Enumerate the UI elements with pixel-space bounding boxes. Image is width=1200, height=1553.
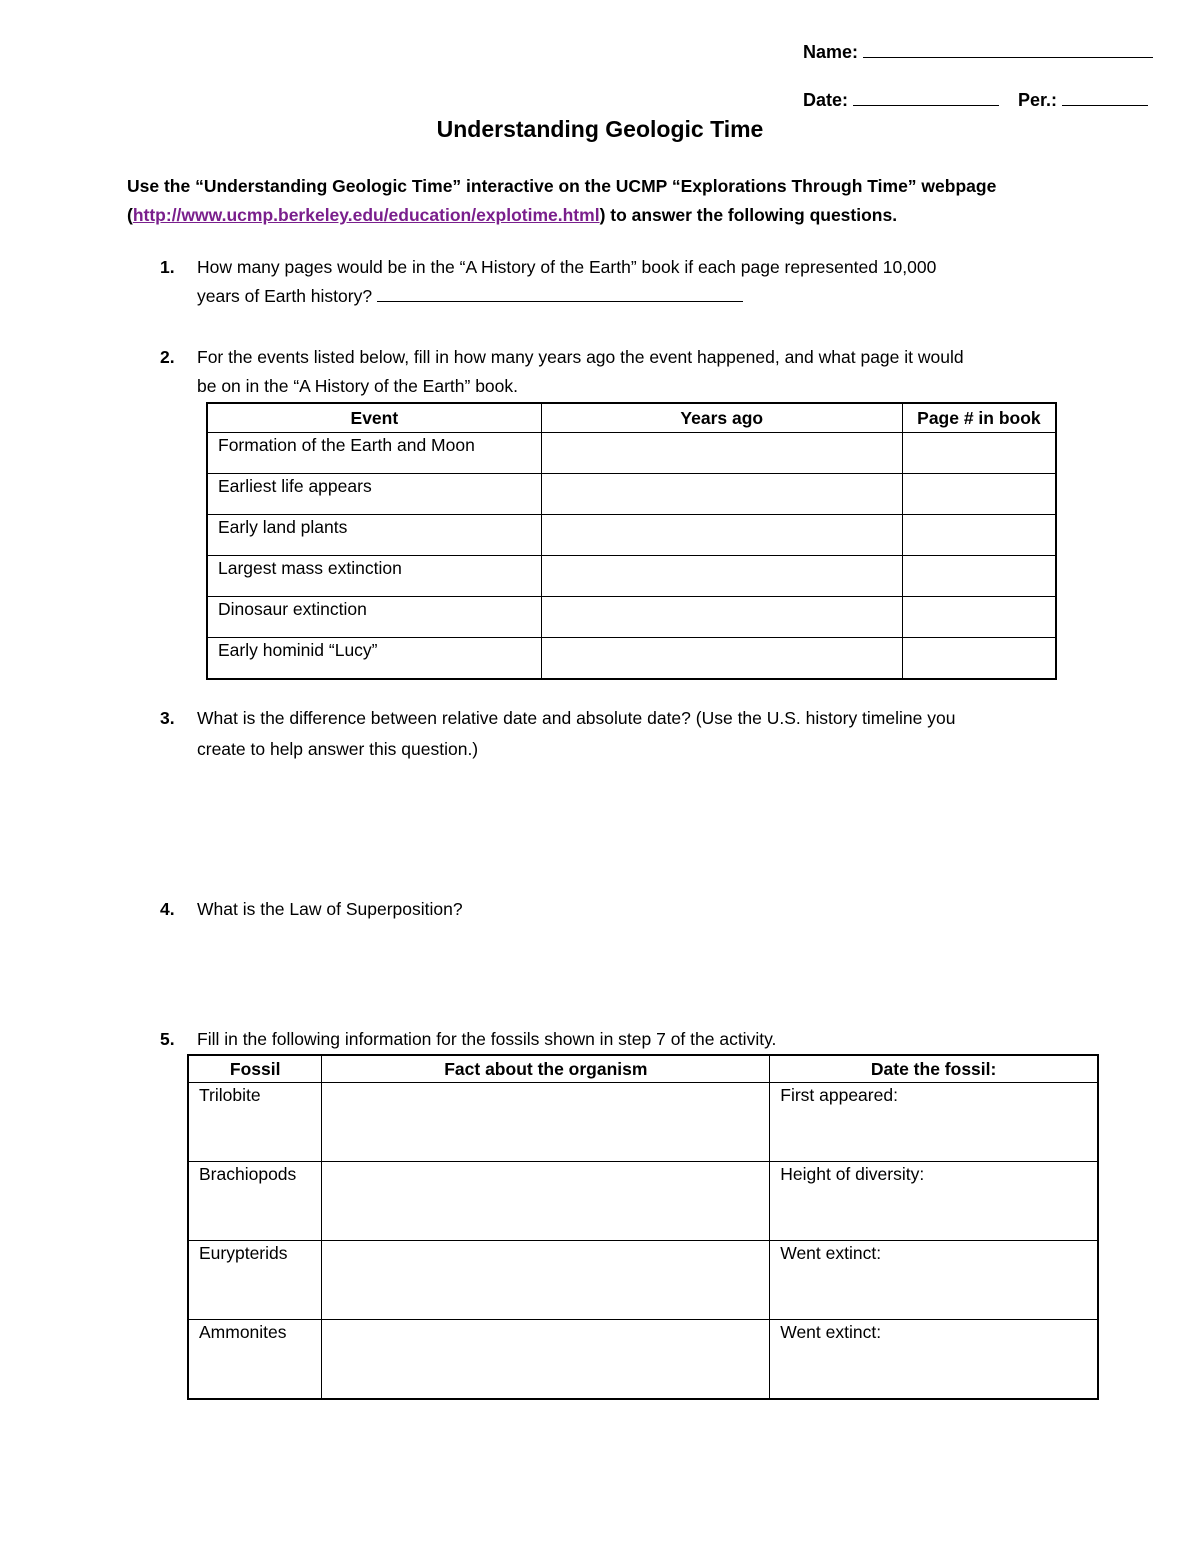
q1-line-2 <box>197 286 743 307</box>
table-row <box>207 597 1056 638</box>
event-column-header: Event <box>207 403 541 433</box>
years-ago-cell[interactable] <box>541 474 902 515</box>
years-ago-cell[interactable] <box>541 556 902 597</box>
date-prompt-cell[interactable]: First appeared: <box>770 1083 1098 1162</box>
table-row <box>207 515 1056 556</box>
q4-line-1: What is the Law of Superposition? <box>197 899 463 919</box>
name-field <box>803 41 1153 63</box>
intro-line-1: Use the “Understanding Geologic Time” interactive on the UCMP “Explorations Through Time” webpage <box>127 176 997 196</box>
name-blank[interactable] <box>863 41 1153 58</box>
q5-line-1: Fill in the following information for the fossils shown in step 7 of the activity. <box>197 1029 777 1049</box>
fact-cell[interactable] <box>322 1162 770 1241</box>
fossil-name: Eurypterids <box>188 1241 322 1320</box>
event-name: Earliest life appears <box>207 474 541 515</box>
page-number-cell[interactable] <box>902 433 1056 474</box>
intro-open-paren: ( <box>127 205 133 225</box>
date-field <box>803 89 999 111</box>
event-name: Early land plants <box>207 515 541 556</box>
date-blank[interactable] <box>853 89 999 106</box>
page-number-cell[interactable] <box>902 515 1056 556</box>
ucmp-link[interactable]: http://www.ucmp.berkeley.edu/education/explotime.html <box>132 205 600 225</box>
page-number-cell[interactable] <box>902 474 1056 515</box>
q3-line-2: create to help answer this question.) <box>197 739 479 759</box>
table-row <box>207 638 1056 680</box>
events-table <box>206 402 1057 680</box>
name-label: Name: <box>803 42 859 62</box>
q2-line-2: be on in the “A History of the Earth” book. <box>197 376 519 396</box>
fossil-name: Ammonites <box>188 1320 322 1400</box>
period-field <box>1018 89 1148 111</box>
years-ago-column-header: Years ago <box>541 403 902 433</box>
events-header-row <box>207 403 1056 433</box>
event-name: Early hominid “Lucy” <box>207 638 541 680</box>
q4-number: 4. <box>160 899 175 919</box>
page-title: Understanding Geologic Time <box>436 116 764 142</box>
years-ago-cell[interactable] <box>541 433 902 474</box>
table-row <box>207 433 1056 474</box>
fossils-header-row <box>188 1055 1098 1083</box>
fact-column-header: Fact about the organism <box>322 1055 770 1083</box>
q1-line-1: How many pages would be in the “A History of the Earth” book if each page represented 10,000 <box>197 257 937 277</box>
intro-line-2-rest: ) to answer the following questions. <box>599 205 898 225</box>
date-prompt-cell[interactable]: Went extinct: <box>770 1320 1098 1400</box>
years-ago-cell[interactable] <box>541 638 902 680</box>
table-row <box>188 1241 1098 1320</box>
fossil-name: Brachiopods <box>188 1162 322 1241</box>
table-row <box>188 1320 1098 1400</box>
q3-number: 3. <box>160 708 175 728</box>
q2-line-1: For the events listed below, fill in how many years ago the event happened, and what page it would <box>197 347 964 367</box>
period-blank[interactable] <box>1062 89 1148 106</box>
page-number-cell[interactable] <box>902 597 1056 638</box>
q1-line-2-text: years of Earth history? <box>197 286 373 306</box>
intro-line-2 <box>127 205 897 226</box>
date-label: Date: <box>803 90 849 110</box>
period-label: Per.: <box>1018 90 1058 110</box>
page-number-column-header: Page # in book <box>902 403 1056 433</box>
date-prompt-cell[interactable]: Height of diversity: <box>770 1162 1098 1241</box>
date-prompt-cell[interactable]: Went extinct: <box>770 1241 1098 1320</box>
page-number-cell[interactable] <box>902 638 1056 680</box>
fossil-name: Trilobite <box>188 1083 322 1162</box>
page-number-cell[interactable] <box>902 556 1056 597</box>
event-name: Formation of the Earth and Moon <box>207 433 541 474</box>
table-row <box>188 1162 1098 1241</box>
q5-number: 5. <box>160 1029 175 1049</box>
event-name: Largest mass extinction <box>207 556 541 597</box>
fact-cell[interactable] <box>322 1241 770 1320</box>
event-name: Dinosaur extinction <box>207 597 541 638</box>
q3-line-1: What is the difference between relative date and absolute date? (Use the U.S. history timeline you <box>197 708 956 728</box>
q2-number: 2. <box>160 347 175 367</box>
q1-answer-blank[interactable] <box>377 287 743 302</box>
fact-cell[interactable] <box>322 1083 770 1162</box>
table-row <box>207 556 1056 597</box>
date-column-header: Date the fossil: <box>770 1055 1098 1083</box>
fossils-table <box>187 1054 1099 1400</box>
q1-number: 1. <box>160 257 175 277</box>
fact-cell[interactable] <box>322 1320 770 1400</box>
years-ago-cell[interactable] <box>541 515 902 556</box>
years-ago-cell[interactable] <box>541 597 902 638</box>
table-row <box>207 474 1056 515</box>
fossil-column-header: Fossil <box>188 1055 322 1083</box>
table-row <box>188 1083 1098 1162</box>
